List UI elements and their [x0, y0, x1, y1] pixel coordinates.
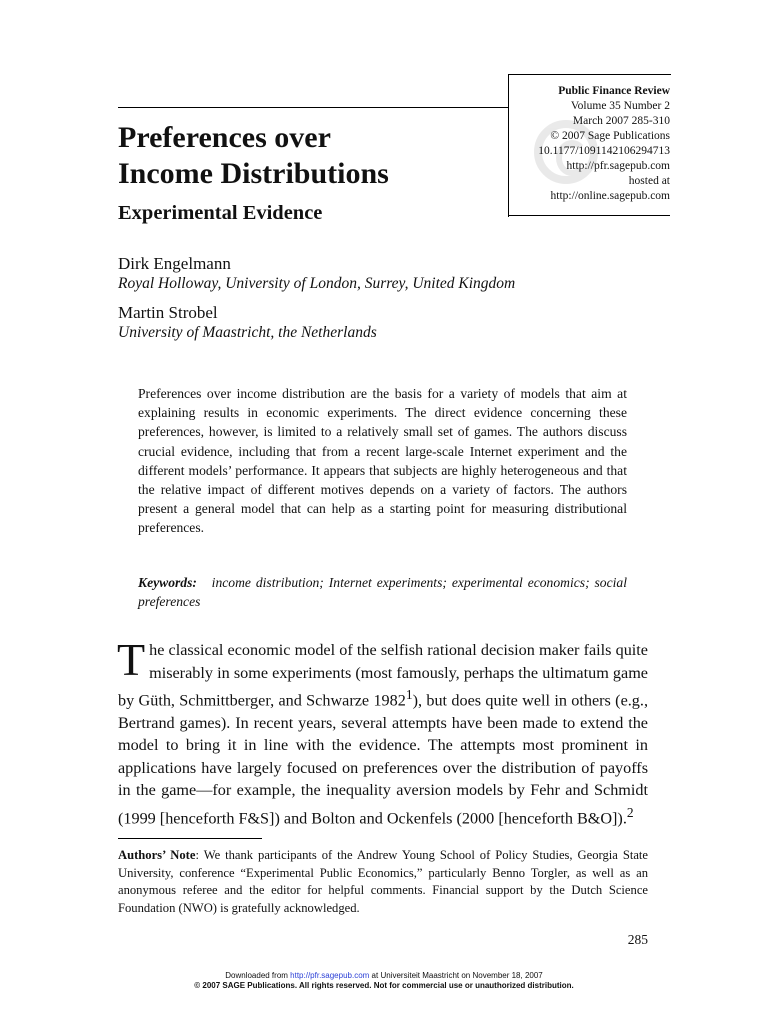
journal-url: http://pfr.sagepub.com: [566, 160, 670, 172]
keywords-label: Keywords:: [138, 575, 197, 590]
keywords: [138, 573, 627, 611]
body-text-part-1: he classical economic model of the selfish rational decision maker fails quite miserably in some experiments (most famously, perhaps the ultimatum game by Güth, Schmittberger, and Schwarze 1982: [118, 641, 648, 710]
abstract: Preferences over income distribution are the basis for a variety of models that aim at explaining results in economic experiments. The direct evidence concerning these preferences, however, is limited to a relatively small set of games. The authors discuss crucial evidence, including that from a recent large-scale Internet experiment and the different models’ performance. It appears that subjects are highly heterogeneous and that the relative impact of different motives depends on a variety of factors. The authors present a general model that can help as a starting point for measuring distributional preferences.: [138, 386, 627, 536]
footer-suffix: at Universiteit Maastricht on November 18, 2007: [369, 971, 543, 980]
article-subtitle: Experimental Evidence: [118, 202, 323, 224]
title-line-2: Income Distributions: [118, 157, 389, 190]
authors-note-label: Authors’ Note: [118, 848, 196, 862]
journal-box-bottom-rule: [508, 215, 670, 216]
body-text-part-2: ), but does quite well in others (e.g., Bertrand games). In recent years, several attempts have been made to extend the model to bring it in line with the evidence. The attempts most prominent in applications have largely focused on preferences over the distribution of payoffs in the game—for example, the inequality aversion models by Fehr and Schmidt (1999 [henceforth F&S]) and Bolton and Ockenfels (2000 [henceforth B&O]).: [118, 691, 648, 828]
journal-issue: March 2007 285-310: [572, 115, 670, 127]
footer-rights: © 2007 SAGE Publications. All rights reserved. Not for commercial use or unauthorized distribution.: [194, 980, 574, 990]
footnote-rule: [118, 838, 262, 839]
author-affiliation: University of Maastricht, the Netherlands: [118, 324, 377, 341]
author-name: Martin Strobel: [118, 303, 218, 322]
journal-host-url: http://online.sagepub.com: [550, 190, 670, 202]
author-name: Dirk Engelmann: [118, 254, 231, 273]
footnote-ref-1: 1: [405, 687, 413, 702]
authors-note-text: : We thank participants of the Andrew Young School of Policy Studies, Georgia State University, conference “Experimental Public Economics,” particularly Benno Torgler, as well as an anonymous referee and the editor for helpful comments. Financial support by the Dutch Science Foundation (NWO) is gratefully acknowledged.: [118, 848, 648, 916]
journal-copyright: © 2007 Sage Publications: [550, 130, 670, 142]
page-number: 285: [627, 932, 648, 947]
article-title: [118, 120, 498, 192]
journal-info: [508, 84, 670, 204]
journal-name: Public Finance Review: [558, 85, 670, 97]
footer-link[interactable]: http://pfr.sagepub.com: [290, 971, 370, 980]
drop-cap: T: [117, 634, 146, 685]
header-rule: [118, 107, 508, 108]
footnote-ref-2: 2: [626, 804, 634, 820]
download-footer: [150, 971, 618, 990]
author-affiliation: Royal Holloway, University of London, Surrey, United Kingdom: [118, 275, 516, 292]
journal-hosted-label: hosted at: [628, 175, 670, 187]
keywords-text: income distribution; Internet experiments; experimental economics; social preferences: [138, 575, 627, 610]
journal-volume: Volume 35 Number 2: [570, 100, 670, 112]
title-line-1: Preferences over: [118, 121, 331, 154]
authors-note: [118, 847, 648, 918]
body-paragraph: [117, 634, 648, 830]
footer-prefix: Downloaded from: [225, 971, 291, 980]
journal-doi: 10.1177/1091142106294713: [538, 145, 670, 157]
